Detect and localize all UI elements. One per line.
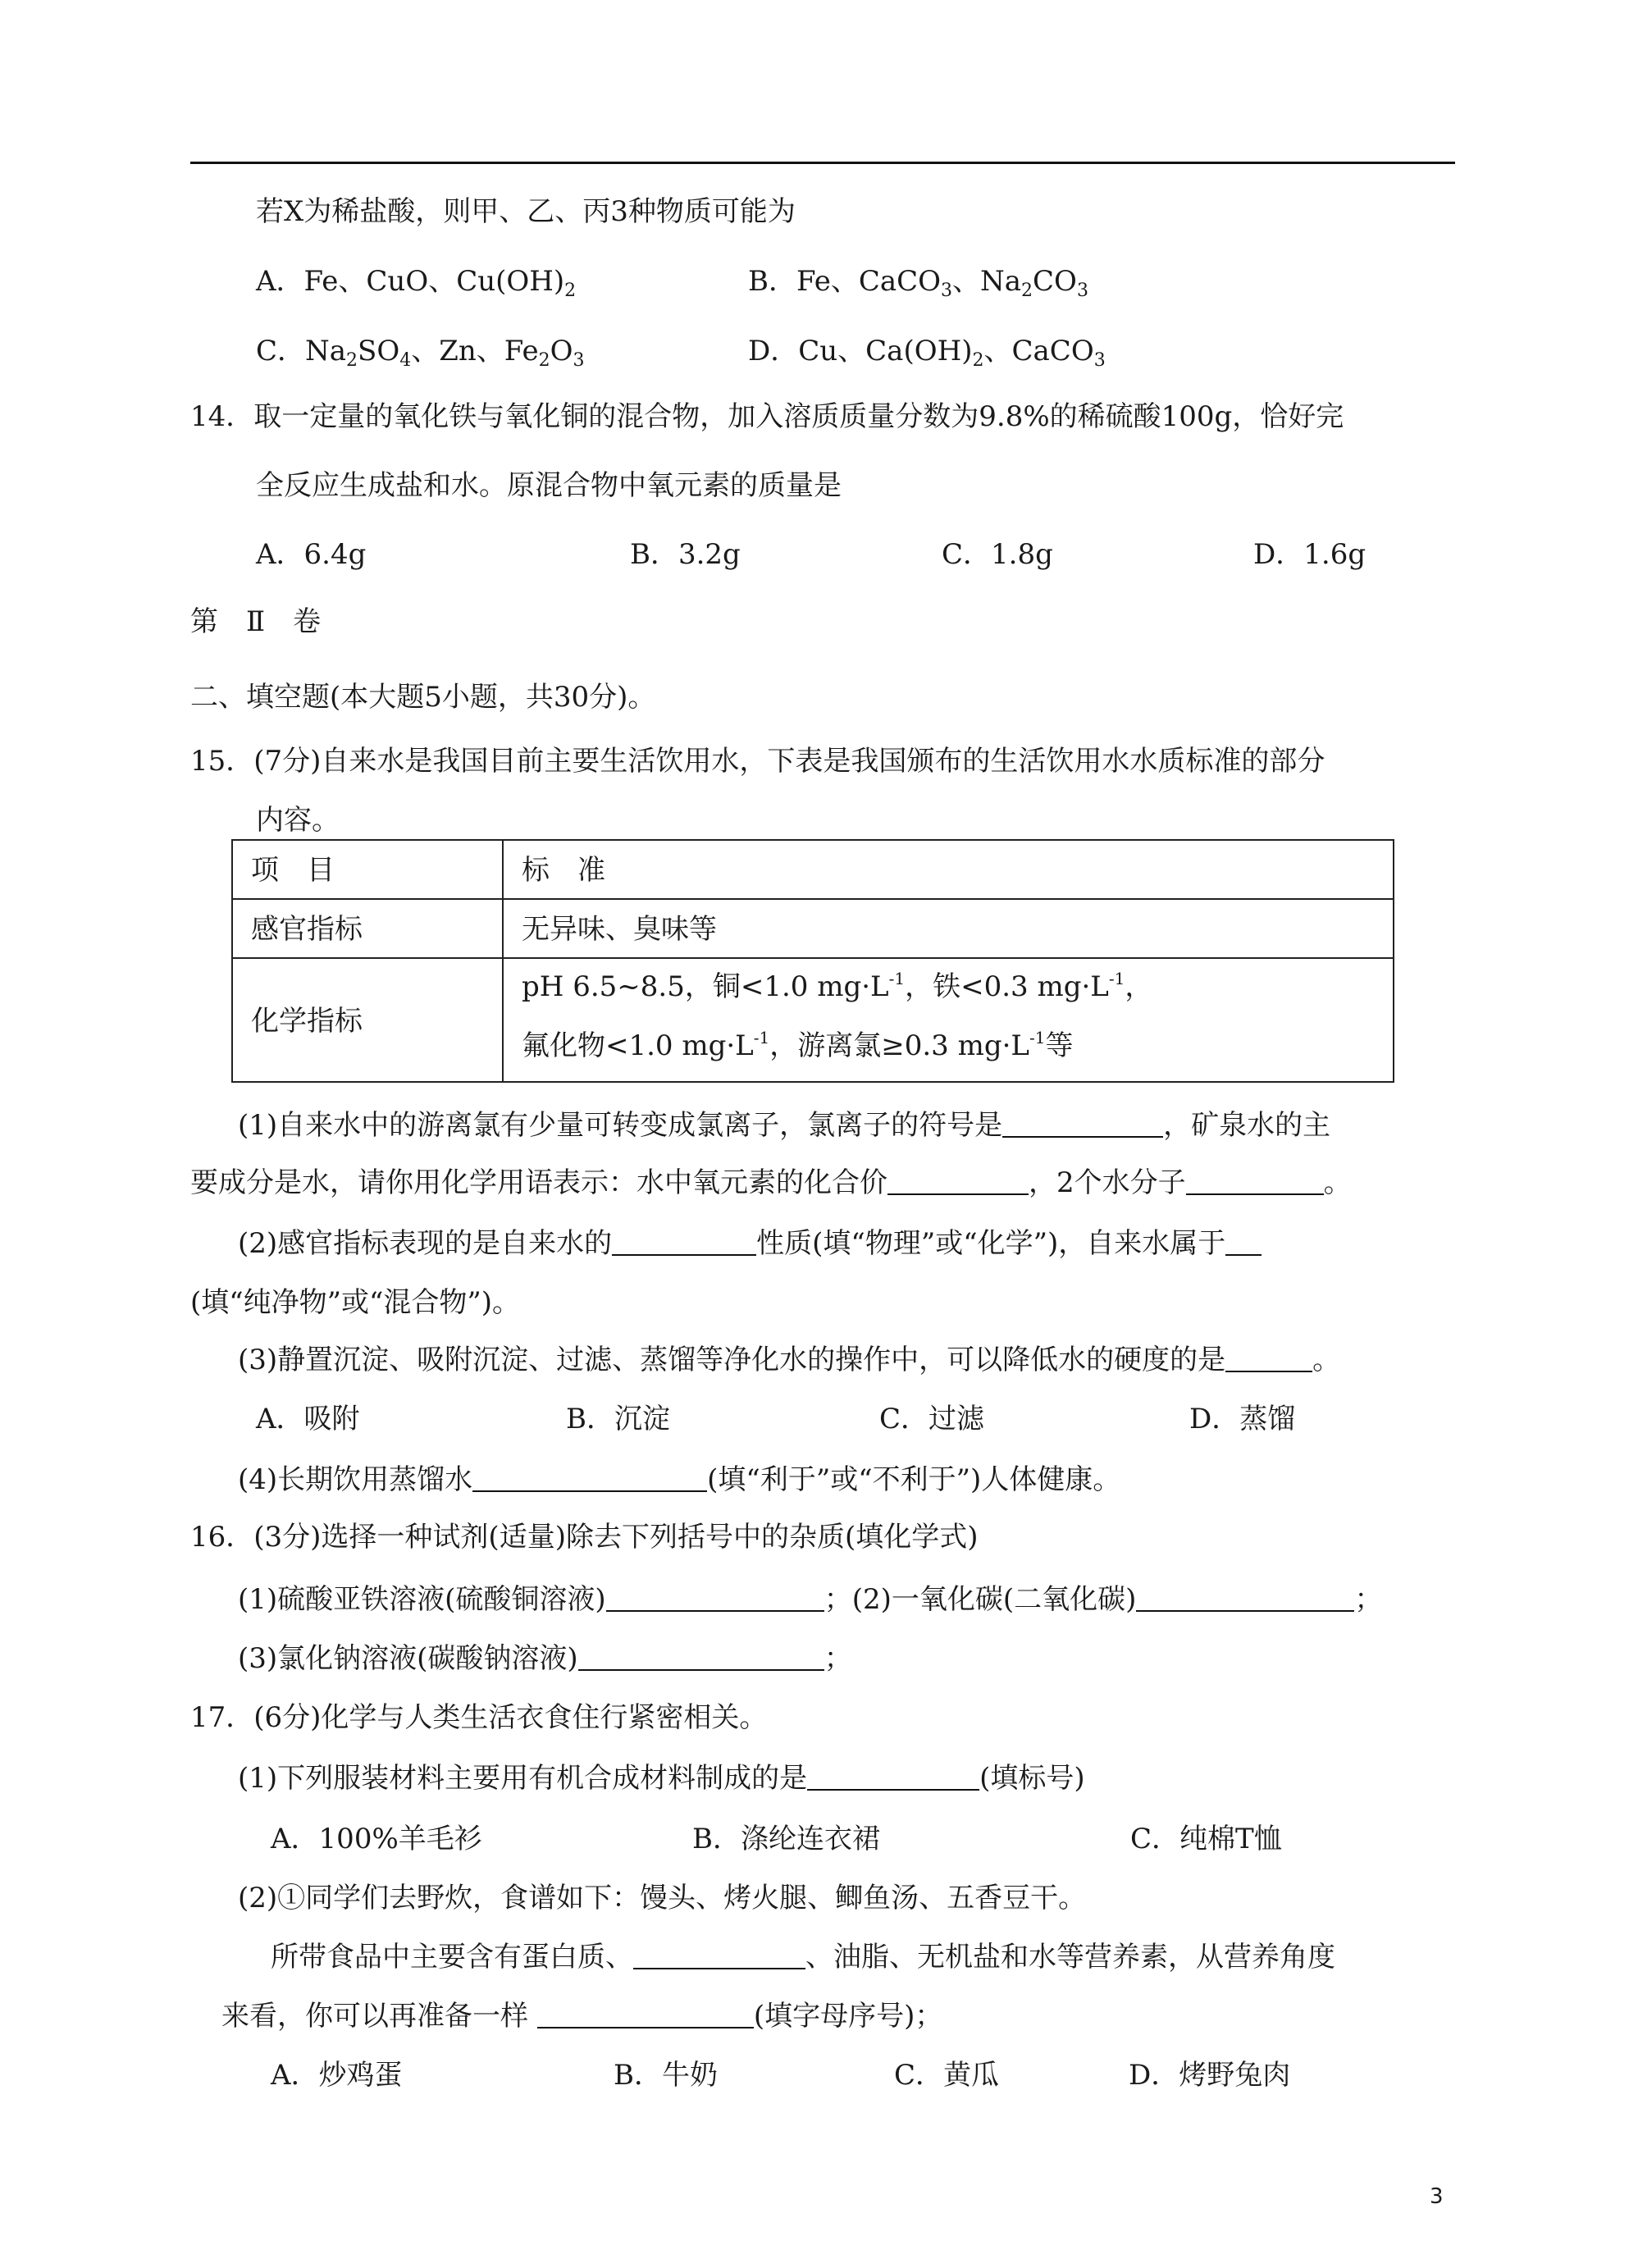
q13-option-b: B．Fe、CaCO$_3$、$Na_2CO_3$ — [748, 265, 1088, 301]
q17-sub2-option-d: D．烤野兔肉 — [1129, 2059, 1291, 2092]
table-cell: 无异味、臭味等 — [522, 913, 717, 946]
q13-prompt: 若X为稀盐酸，则甲、乙、丙3种物质可能为 — [256, 195, 796, 228]
q15-sub3-option-d: D．蒸馏 — [1189, 1403, 1296, 1435]
answer-blank[interactable] — [1136, 1586, 1354, 1612]
q14-option-c: C．1.8g — [942, 538, 1053, 571]
answer-blank[interactable] — [606, 1586, 824, 1612]
answer-blank[interactable] — [1225, 1230, 1262, 1256]
table-cell: 感官指标 — [251, 913, 363, 946]
q17-sub1-option-a: A．100%羊毛衫 — [271, 1823, 482, 1855]
q17-sub1: (1)下列服装材料主要用有机合成材料制成的是 (填标号) — [238, 1762, 1085, 1795]
q15-sub1-line2: 要成分是水，请你用化学用语表示：水中氧元素的化合价 ，2个水分子 。 — [190, 1166, 1352, 1199]
q17-sub2-option-c: C．黄瓜 — [894, 2059, 1000, 2092]
q17-sub2-line3: 来看，你可以再准备一样 (填字母序号)； — [221, 2000, 943, 2033]
q15-sub3: (3)静置沉淀、吸附沉淀、过滤、蒸馏等净化水的操作中，可以降低水的硬度的是 。 — [238, 1344, 1341, 1376]
answer-blank[interactable] — [612, 1230, 756, 1256]
q15-sub2-line2: (填“纯净物”或“混合物”)。 — [190, 1286, 521, 1319]
table-cell: 氟化物<1.0 $mg\cdot L^{-1}$，游离氯≥0.3 $mg\cdot L^{-1}$等 — [522, 1028, 1074, 1062]
table-row — [233, 959, 1393, 1083]
q14-option-b: B．3.2g — [630, 538, 741, 571]
table-header-item: 项 目 — [251, 854, 335, 887]
q17-sub2-option-b: B．牛奶 — [614, 2059, 718, 2092]
answer-blank[interactable] — [807, 1764, 979, 1791]
q15-line1: 15．(7分)自来水是我国目前主要生活饮用水，下表是我国颁布的生活饮用水水质标准的部分 — [190, 745, 1325, 778]
answer-blank[interactable] — [1002, 1111, 1163, 1138]
q14-option-d: D．1.6g — [1253, 538, 1367, 571]
q13-option-a: A．Fe、CuO、$Cu(OH)_2$ — [256, 265, 577, 301]
q16-line3: (3)氯化钠溶液(碳酸钠溶液) ； — [238, 1642, 852, 1675]
q15-line2: 内容。 — [256, 804, 340, 837]
q17-sub2-line1: (2)①同学们去野炊，食谱如下：馒头、烤火腿、鲫鱼汤、五香豆干。 — [238, 1882, 1087, 1914]
q17-sub2-line2: 所带食品中主要含有蛋白质、 、油脂、无机盐和水等营养素，从营养角度 — [271, 1941, 1335, 1974]
answer-blank[interactable] — [1186, 1169, 1324, 1195]
header-rule — [190, 162, 1455, 164]
q16-line2: (1)硫酸亚铁溶液(硫酸铜溶液) ；(2)一氧化碳(二氧化碳) ； — [238, 1583, 1383, 1616]
q15-sub3-option-c: C．过滤 — [879, 1403, 985, 1435]
answer-blank[interactable] — [887, 1169, 1029, 1195]
q15-sub4: (4)长期饮用蒸馏水 (填“利于”或“不利于”)人体健康。 — [238, 1463, 1121, 1496]
answer-blank[interactable] — [537, 2002, 754, 2028]
q15-sub3-option-b: B．沉淀 — [566, 1403, 670, 1435]
q14-line1: 14．取一定量的氧化铁与氧化铜的混合物，加入溶质质量分数为9.8%的稀硫酸100g，恰好完 — [190, 400, 1344, 433]
table-cell: pH 6.5~8.5，铜<1.0 $mg\cdot L^{-1}$，铁<0.3 $mg\cdot L^{-1}$， — [522, 969, 1153, 1003]
part2-title: 二、填空题(本大题5小题，共30分)。 — [190, 681, 656, 714]
page-number: 3 — [1430, 2184, 1444, 2209]
q17-sub1-option-c: C．纯棉T恤 — [1130, 1823, 1282, 1855]
q17-sub2-option-a: A．炒鸡蛋 — [271, 2059, 403, 2092]
q17-sub1-option-b: B．涤纶连衣裙 — [692, 1823, 880, 1855]
table-row — [233, 900, 1393, 959]
answer-blank[interactable] — [472, 1466, 707, 1492]
q15-sub1-line1: (1)自来水中的游离氯有少量可转变成氯离子，氯离子的符号是 ，矿泉水的主 — [238, 1109, 1331, 1142]
q13-option-c: C．$Na_2SO_4$、Zn、$Fe_2O_3$ — [256, 335, 585, 371]
table-header-row — [233, 841, 1393, 900]
q16-line1: 16．(3分)选择一种试剂(适量)除去下列括号中的杂质(填化学式) — [190, 1521, 979, 1554]
section-title: 第 Ⅱ 卷 — [190, 605, 322, 638]
q14-option-a: A．6.4g — [256, 538, 367, 571]
water-standard-table — [231, 839, 1394, 1083]
answer-blank[interactable] — [578, 1645, 824, 1671]
q17-line1: 17．(6分)化学与人类生活衣食住行紧密相关。 — [190, 1701, 768, 1734]
table-cell: 化学指标 — [251, 1005, 363, 1038]
q13-option-d: D．Cu、$Ca(OH)_2$、CaCO$_3$ — [748, 335, 1106, 371]
answer-blank[interactable] — [633, 1943, 805, 1969]
q14-line2: 全反应生成盐和水。原混合物中氧元素的质量是 — [256, 469, 842, 502]
table-header-standard: 标 准 — [522, 854, 605, 887]
q15-sub2-line1: (2)感官指标表现的是自来水的 性质(填“物理”或“化学”)，自来水属于 — [238, 1225, 1262, 1262]
answer-blank[interactable] — [1225, 1346, 1312, 1372]
q15-sub3-option-a: A．吸附 — [256, 1403, 360, 1435]
